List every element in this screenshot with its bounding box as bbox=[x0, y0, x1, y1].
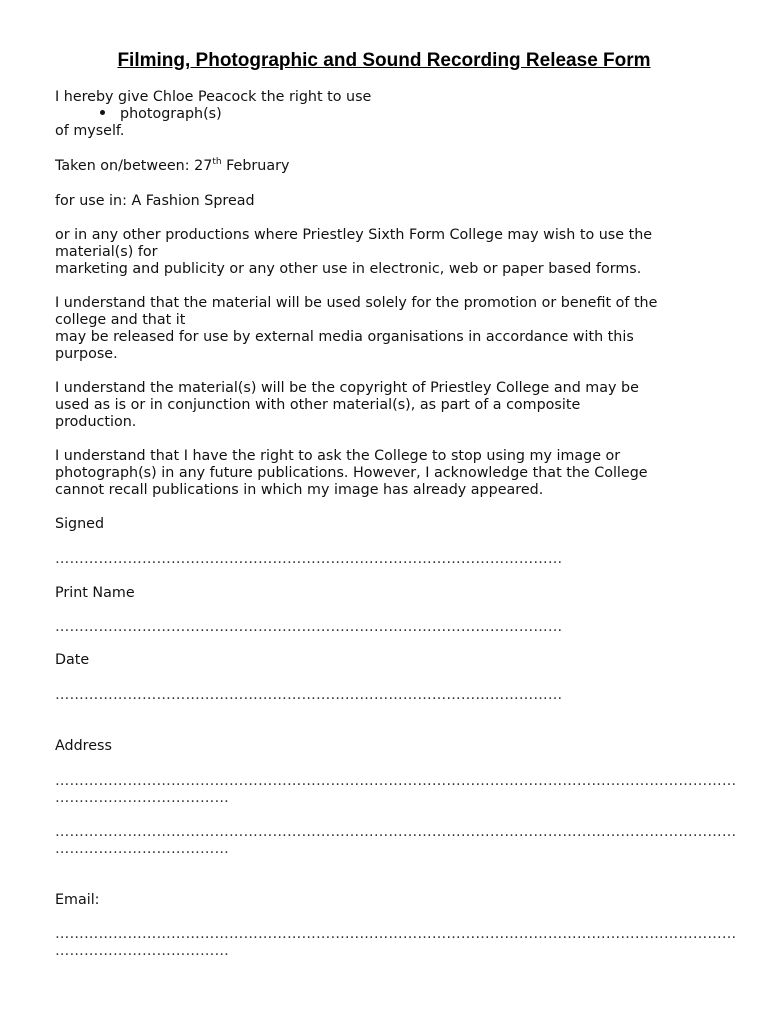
paragraph-line: college and that it bbox=[55, 312, 186, 328]
intro-paragraph bbox=[55, 89, 725, 140]
paragraph-line: purpose. bbox=[55, 346, 118, 362]
paragraph-line: I understand the material(s) will be the copyright of Priestley College and may be bbox=[55, 380, 639, 396]
email-field[interactable] bbox=[55, 926, 737, 960]
productions-paragraph bbox=[55, 227, 725, 278]
promotion-paragraph bbox=[55, 295, 725, 363]
copyright-paragraph bbox=[55, 380, 725, 431]
paragraph-line: or in any other productions where Priestley Sixth Form College may wish to use the bbox=[55, 227, 653, 243]
dotted-line-tail: ……………………………… bbox=[55, 841, 229, 857]
email-label: Email: bbox=[55, 892, 100, 908]
paragraph-line: I understand that the material will be used solely for the promotion or benefit of the bbox=[55, 295, 658, 311]
signed-field[interactable]: …………………………………………………………………………………………… bbox=[55, 551, 563, 567]
address-field-line-1[interactable] bbox=[55, 773, 737, 807]
dotted-line: …………………………………………………………………………………………………………………………… bbox=[55, 926, 737, 942]
use-line: for use in: A Fashion Spread bbox=[55, 193, 255, 209]
bullet-item bbox=[55, 106, 725, 123]
print-name-label: Print Name bbox=[55, 585, 135, 601]
taken-month: February bbox=[221, 158, 290, 174]
taken-prefix: Taken on/between: 27 bbox=[55, 158, 213, 174]
paragraph-line: marketing and publicity or any other use in electronic, web or paper based forms. bbox=[55, 261, 642, 277]
signed-label: Signed bbox=[55, 516, 105, 532]
dotted-line: …………………………………………………………………………………………………………………………… bbox=[55, 824, 737, 840]
dotted-line: …………………………………………………………………………………………………………………………… bbox=[55, 773, 737, 789]
paragraph-line: I understand that I have the right to ask the College to stop using my image or bbox=[55, 448, 621, 464]
paragraph-line: used as is or in conjunction with other material(s), as part of a composite bbox=[55, 397, 581, 413]
print-name-field[interactable]: …………………………………………………………………………………………… bbox=[55, 619, 563, 635]
intro-line: I hereby give Chloe Peacock the right to use bbox=[55, 89, 372, 105]
paragraph-line: photograph(s) in any future publications. However, I acknowledge that the College bbox=[55, 465, 648, 481]
bullet-text: photograph(s) bbox=[120, 106, 222, 122]
intro-line-end: of myself. bbox=[55, 123, 125, 139]
rights-paragraph bbox=[55, 448, 725, 499]
dotted-line-tail: ……………………………… bbox=[55, 943, 229, 959]
paragraph-line: cannot recall publications in which my image has already appeared. bbox=[55, 482, 544, 498]
address-field-line-2[interactable] bbox=[55, 824, 737, 858]
address-label: Address bbox=[55, 738, 112, 754]
date-label: Date bbox=[55, 652, 90, 668]
bullet-icon bbox=[100, 110, 105, 115]
taken-line bbox=[55, 158, 725, 175]
form-title: Filming, Photographic and Sound Recording Release Form bbox=[117, 50, 651, 71]
paragraph-line: production. bbox=[55, 414, 137, 430]
date-field[interactable]: …………………………………………………………………………………………… bbox=[55, 687, 563, 703]
taken-superscript: th bbox=[212, 157, 222, 167]
paragraph-line: may be released for use by external media organisations in accordance with this bbox=[55, 329, 634, 345]
paragraph-line: material(s) for bbox=[55, 244, 158, 260]
dotted-line-tail: ……………………………… bbox=[55, 790, 229, 806]
